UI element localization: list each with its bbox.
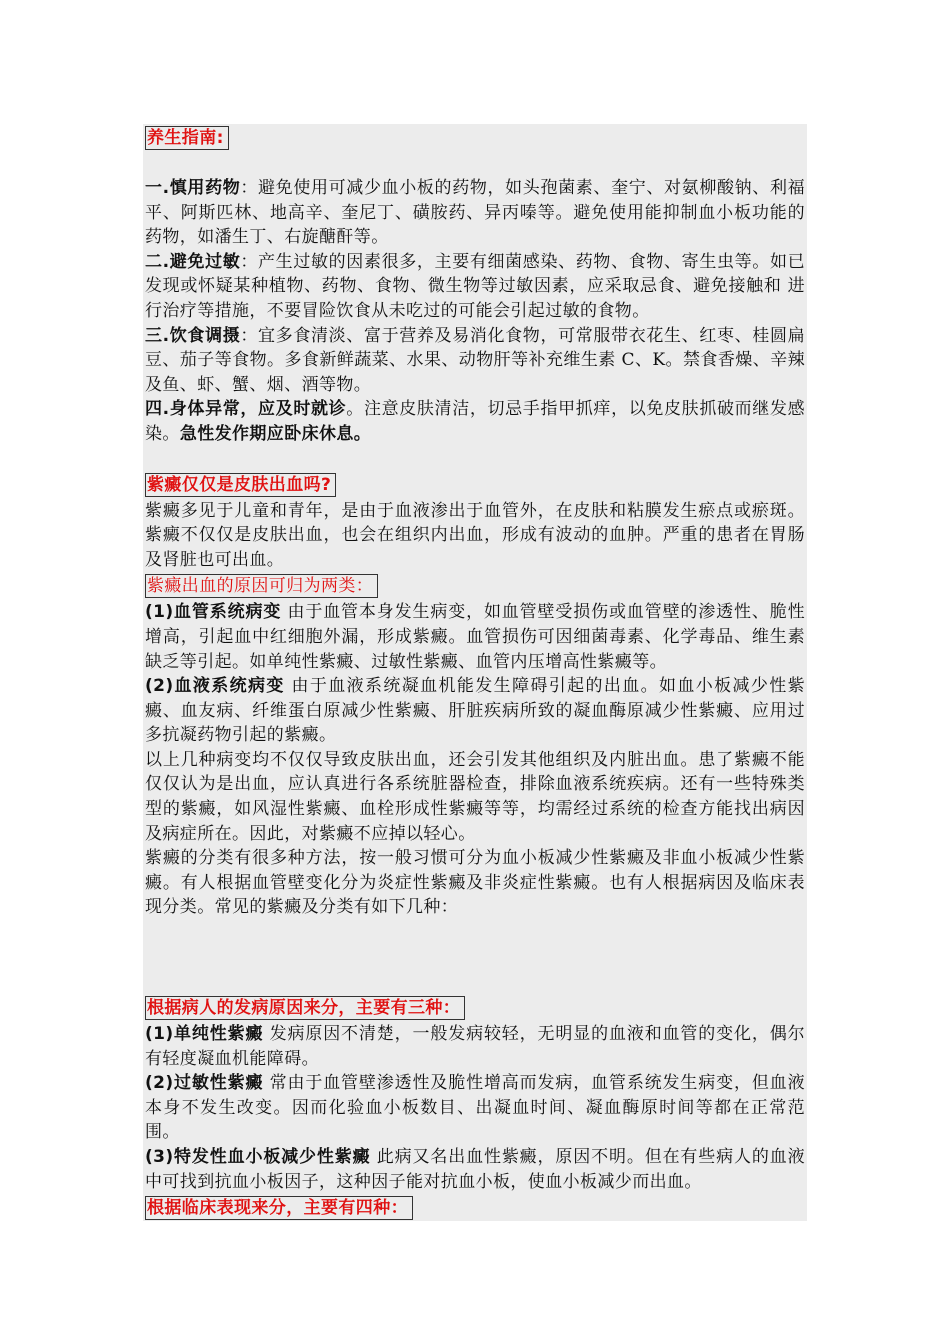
item-title: 三.饮食调摄 bbox=[145, 325, 241, 346]
item-text: 避免使用可减少血小板的药物，如头孢菌素、奎宁、对氨柳酸钠、利福平、阿斯匹林、地高辛、奎尼丁、磺胺药、异丙嗪等。避免使用能抑制血小板功能的药物，如潘生丁、右旋醣酐等。 bbox=[145, 178, 805, 248]
guide-item-1 bbox=[145, 176, 805, 250]
guide-item-4 bbox=[145, 397, 805, 446]
item-title: (2)过敏性紫癜 bbox=[145, 1073, 264, 1094]
body-paragraph: 以上几种病变均不仅仅导致皮肤出血，还会引发其他组织及内脏出血。患了紫癜不能仅仅认为是出血，应认真进行各系统脏器检查，排除血液系统疾病。还有一些特殊类型的紫癜，如风湿性紫癜、血栓形成性紫癜等等，均需经过系统的检查方能找出病因及病症所在。因此，对紫癜不应掉以轻心。 bbox=[145, 749, 805, 844]
item-text: 此病又名出血性紫癜，原因不明。但在有些病人的血液中可找到抗血小板因子，这种因子能对抗血小板，使血小板减少而出血。 bbox=[145, 1147, 806, 1192]
section-health-guide bbox=[145, 124, 805, 447]
section-purpura-bleeding bbox=[145, 471, 805, 921]
item-text: 。注意皮肤清洁，切忌手指甲抓痒，以免皮肤抓破而继发感染。 bbox=[145, 399, 805, 444]
item-text: 常由于血管壁渗透性及脆性增高而发病，血管系统发生病变，但血液本身不发生改变。因而化验血小板数目、出凝血时间、凝血酶原时间等都在正常范围。 bbox=[145, 1073, 805, 1143]
subsection-heading: 紫癜出血的原因可归为两类： bbox=[145, 574, 378, 598]
item-bold-tail: 急性发作期应卧床休息。 bbox=[179, 423, 372, 444]
document-content bbox=[143, 124, 807, 1221]
section-heading: 养生指南: bbox=[145, 126, 229, 150]
item-sep: ： bbox=[240, 178, 259, 198]
body-paragraph: 紫癜的分类有很多种方法，按一般习惯可分为血小板减少性紫癜及非血小板减少性紫癜。有人根据血管壁变化分为炎症性紫癜及非炎症性紫癜。也有人根据病因及临床表现分类。常见的紫癜及分类有如下几种： bbox=[145, 848, 805, 918]
type-item-1 bbox=[145, 1022, 805, 1071]
item-title: (3)特发性血小板减少性紫癜 bbox=[145, 1147, 371, 1167]
intro-paragraph: 紫癜多见于儿童和青年，是由于血液渗出于血管外，在皮肤和粘膜发生瘀点或瘀斑。紫癜不仅仅是皮肤出血，也会在组织内出血，形成有波动的血肿。严重的患者在胃肠及肾脏也可出血。 bbox=[145, 500, 805, 570]
guide-item-2 bbox=[145, 250, 805, 324]
item-text: 由于血液系统凝血机能发生障碍引起的出血。如血小板减少性紫癜、血友病、纤维蛋白原减少性紫癜、肝脏疾病所致的凝血酶原减少性紫癜、应用过多抗凝药物引起的紫癜。 bbox=[145, 676, 805, 746]
item-title: 四.身体异常，应及时就诊 bbox=[145, 399, 347, 420]
item-text: 宜多食清淡、富于营养及易消化食物，可常服带衣花生、红枣、桂圆扁豆、茄子等食物。多食新鲜蔬菜、水果、动物肝等补充维生素 C、K。禁食香燥、辛辣及鱼、虾、蟹、烟、酒等物。 bbox=[145, 325, 805, 395]
item-text: 由于血管本身发生病变，如血管壁受损伤或血管壁的渗透性、脆性增高，引起血中红细胞外漏，形成紫癜。血管损伤可因细菌毒素、化学毒品、维生素缺乏等引起。如单纯性紫癜、过敏性紫癜、血管内压增高性紫癜等。 bbox=[145, 602, 805, 672]
type-item-2 bbox=[145, 1071, 805, 1145]
item-title: (2)血液系统病变 bbox=[145, 676, 285, 697]
section-by-symptom bbox=[145, 1194, 805, 1222]
content-column bbox=[145, 124, 805, 1222]
section-heading: 根据病人的发病原因来分，主要有三种： bbox=[145, 996, 465, 1020]
item-title: (1)血管系统病变 bbox=[145, 602, 282, 623]
item-text: 发病原因不清楚，一般发病较轻，无明显的血液和血管的变化，偶尔有轻度凝血机能障碍。 bbox=[145, 1024, 805, 1069]
cause-item-2 bbox=[145, 674, 805, 748]
section-heading: 紫癜仅仅是皮肤出血吗? bbox=[145, 473, 336, 497]
item-sep: ： bbox=[240, 251, 259, 272]
type-item-3 bbox=[145, 1145, 805, 1194]
item-title: 一.慎用药物 bbox=[145, 178, 241, 198]
item-title: 二.避免过敏 bbox=[145, 251, 241, 272]
guide-item-3 bbox=[145, 324, 805, 398]
section-by-cause bbox=[145, 994, 805, 1194]
section-heading: 根据临床表现来分，主要有四种： bbox=[145, 1196, 413, 1220]
item-sep: ： bbox=[240, 325, 259, 346]
item-title: (1)单纯性紫癜 bbox=[145, 1024, 264, 1045]
cause-item-1 bbox=[145, 600, 805, 674]
item-text: 产生过敏的因素很多，主要有细菌感染、药物、食物、寄生虫等。如已发现或怀疑某种植物、药物、食物、微生物等过敏因素，应采取忌食、避免接触和 进行治疗等措施，不要冒险饮食从未吃过的可能会引起过敏的食物。 bbox=[145, 251, 805, 321]
